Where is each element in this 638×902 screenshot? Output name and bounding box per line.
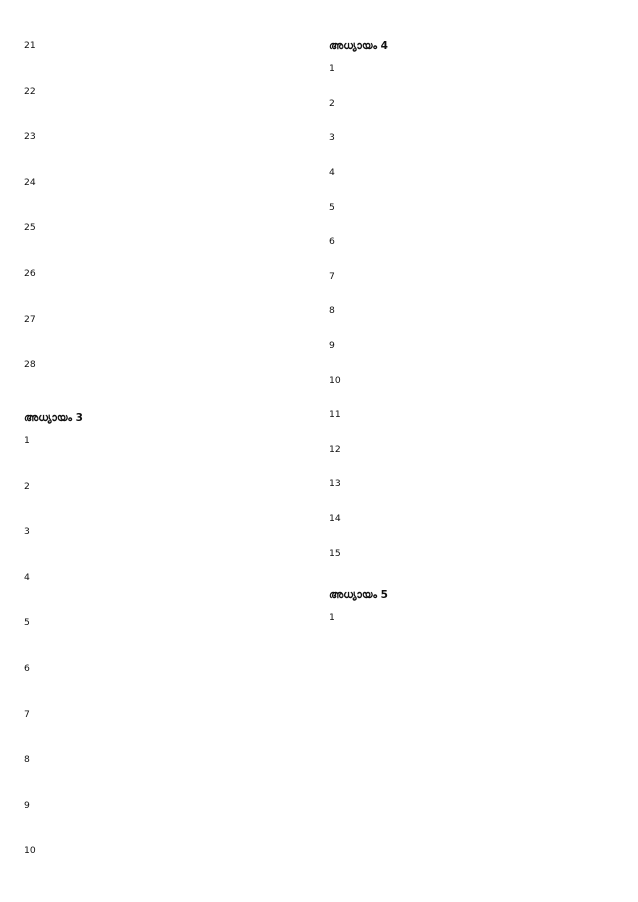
unreadable-verse-line: [24, 788, 309, 799]
verse: [24, 481, 309, 526]
verse: [24, 526, 309, 571]
verse: [329, 340, 614, 374]
unreadable-verse-line: [24, 325, 309, 336]
unreadable-verse-line: [329, 75, 614, 86]
unreadable-verse-line: [329, 363, 614, 374]
unreadable-verse-line: [329, 328, 614, 339]
unreadable-verse-line: [24, 210, 309, 221]
verse: [329, 98, 614, 132]
unreadable-verse-line: [329, 559, 614, 570]
verse: [24, 40, 309, 85]
chapter-4-heading: അധ്യായം 4: [329, 40, 388, 52]
verse-list-chapter-4: [329, 63, 614, 581]
verse-number: 15: [329, 547, 341, 559]
unreadable-verse-line: [24, 640, 309, 651]
verse: [24, 754, 309, 799]
unreadable-verse-line: [24, 868, 309, 879]
unreadable-verse-line: [24, 594, 309, 605]
verse-number: 1: [329, 612, 335, 624]
verse-number: 2: [24, 480, 30, 492]
verse-number: 23: [24, 131, 36, 143]
verse-number: 4: [329, 167, 335, 178]
unreadable-verse-line: [24, 63, 309, 74]
verse: [24, 572, 309, 617]
verse: [329, 271, 614, 305]
unreadable-verse-line: [24, 97, 309, 108]
verse: [329, 409, 614, 443]
verse-number: 10: [329, 374, 341, 386]
unreadable-verse-line: [24, 199, 309, 210]
unreadable-verse-line: [24, 280, 309, 291]
unreadable-verse-line: [24, 291, 309, 302]
verse-number: 14: [329, 512, 341, 524]
unreadable-verse-line: [24, 766, 309, 777]
verse: [24, 314, 309, 359]
verse: [329, 513, 614, 547]
unreadable-verse-line: [24, 469, 309, 480]
unreadable-verse-line: [24, 154, 309, 165]
verse-number: 1: [329, 63, 335, 75]
unreadable-verse-line: [24, 833, 309, 844]
unreadable-verse-line: [329, 224, 614, 235]
unreadable-verse-line: [329, 397, 614, 408]
unreadable-verse-line: [329, 179, 614, 190]
unreadable-verse-line: [329, 386, 614, 397]
verse-number: 3: [24, 526, 30, 538]
verse: [329, 202, 614, 236]
verse-number: 9: [24, 799, 30, 811]
unreadable-verse-line: [329, 536, 614, 547]
unreadable-verse-line: [24, 108, 309, 119]
verse-number: 12: [329, 443, 341, 455]
verse-number: 8: [329, 305, 335, 317]
verse: [24, 131, 309, 176]
verse: [24, 268, 309, 313]
unreadable-verse-line: [329, 109, 614, 120]
unreadable-verse-line: [24, 686, 309, 697]
unreadable-verse-line: [329, 455, 614, 466]
unreadable-verse-line: [24, 538, 309, 549]
unreadable-verse-line: [24, 879, 309, 882]
unreadable-verse-line: [24, 74, 309, 85]
verse: [24, 435, 309, 480]
verse-number: 13: [329, 478, 341, 490]
unreadable-verse-line: [329, 352, 614, 363]
unreadable-verse-line: [24, 165, 309, 176]
unreadable-verse-line: [329, 282, 614, 293]
unreadable-verse-line: [24, 651, 309, 662]
verse-number: 5: [329, 201, 335, 213]
unreadable-verse-line: [24, 447, 309, 458]
unreadable-verse-line: [24, 188, 309, 199]
unreadable-verse-line: [24, 742, 309, 753]
verse-number: 5: [24, 617, 30, 629]
unreadable-verse-line: [329, 190, 614, 201]
verse-number: 7: [24, 708, 30, 720]
verse-number: 1: [24, 434, 30, 446]
verse: [329, 63, 614, 97]
verse-number: 6: [24, 662, 30, 674]
verse: [329, 478, 614, 512]
verse-list-top: [24, 40, 309, 404]
verse: [24, 177, 309, 222]
unreadable-verse-line: [24, 583, 309, 594]
unreadable-verse-line: [24, 503, 309, 514]
unreadable-verse-line: [329, 432, 614, 443]
unreadable-verse-line: [329, 421, 614, 432]
unreadable-verse-line: [24, 52, 309, 63]
unreadable-verse-line: [329, 120, 614, 131]
verse-number: 21: [24, 40, 36, 51]
unreadable-verse-line: [329, 490, 614, 501]
unreadable-verse-line: [329, 259, 614, 270]
unreadable-verse-line: [24, 393, 309, 404]
verse-number: 7: [329, 270, 335, 282]
unreadable-verse-line: [329, 293, 614, 304]
verse-number: 27: [24, 313, 36, 325]
verse-number: 11: [329, 409, 341, 421]
unreadable-verse-line: [24, 256, 309, 267]
unreadable-verse-line: [329, 624, 614, 635]
unreadable-verse-line: [24, 605, 309, 616]
verse: [24, 663, 309, 708]
verse: [329, 236, 614, 270]
chapter-3-heading: അധ്യായം 3: [24, 411, 83, 424]
verse-number: 2: [329, 97, 335, 109]
unreadable-verse-line: [24, 245, 309, 256]
verse: [329, 548, 614, 582]
unreadable-verse-line: [329, 570, 614, 581]
verse-number: 6: [329, 236, 335, 248]
left-column: [24, 40, 309, 882]
verse: [24, 617, 309, 662]
unreadable-verse-line: [24, 336, 309, 347]
verse: [24, 222, 309, 267]
unreadable-verse-line: [24, 234, 309, 245]
unreadable-verse-line: [24, 302, 309, 313]
verse: [329, 375, 614, 409]
verse-number: 24: [24, 176, 36, 188]
verse-number: 25: [24, 222, 36, 234]
verse-list-chapter-3: [24, 435, 309, 882]
unreadable-verse-line: [24, 549, 309, 560]
verse: [24, 86, 309, 131]
verse-number: 8: [24, 754, 30, 766]
verse-number: 10: [24, 845, 36, 857]
verse-number: 26: [24, 267, 36, 279]
verse-number: 9: [329, 339, 335, 351]
unreadable-verse-line: [329, 466, 614, 477]
unreadable-verse-line: [24, 514, 309, 525]
unreadable-verse-line: [329, 501, 614, 512]
unreadable-verse-line: [329, 155, 614, 166]
unreadable-verse-line: [24, 697, 309, 708]
verse: [329, 305, 614, 339]
right-column: [329, 40, 614, 882]
verse: [24, 709, 309, 754]
unreadable-verse-line: [24, 119, 309, 130]
unreadable-verse-line: [24, 675, 309, 686]
unreadable-verse-line: [24, 731, 309, 742]
unreadable-verse-line: [24, 822, 309, 833]
unreadable-verse-line: [329, 213, 614, 224]
verse: [329, 167, 614, 201]
unreadable-verse-line: [329, 635, 614, 646]
unreadable-verse-line: [24, 560, 309, 571]
unreadable-verse-line: [24, 143, 309, 154]
unreadable-verse-line: [329, 317, 614, 328]
unreadable-verse-line: [329, 248, 614, 259]
verse: [329, 612, 614, 646]
unreadable-verse-line: [329, 86, 614, 97]
unreadable-verse-line: [24, 777, 309, 788]
unreadable-verse-line: [24, 492, 309, 503]
unreadable-verse-line: [24, 371, 309, 382]
verse-number: 22: [24, 85, 36, 97]
verse-number: 28: [24, 359, 36, 371]
unreadable-verse-line: [24, 811, 309, 822]
verse-number: 3: [329, 132, 335, 144]
unreadable-verse-line: [24, 720, 309, 731]
verse: [24, 800, 309, 845]
unreadable-verse-line: [329, 144, 614, 155]
verse: [329, 444, 614, 478]
unreadable-verse-line: [24, 347, 309, 358]
verse-list-chapter-5: [329, 612, 614, 646]
unreadable-verse-line: [24, 458, 309, 469]
unreadable-verse-line: [24, 382, 309, 393]
unreadable-verse-line: [329, 525, 614, 536]
verse: [24, 359, 309, 404]
verse: [24, 845, 309, 882]
unreadable-verse-line: [24, 857, 309, 868]
verse: [329, 132, 614, 166]
verse-number: 4: [24, 571, 30, 583]
unreadable-verse-line: [24, 629, 309, 640]
chapter-5-heading: അധ്യായം 5: [329, 589, 388, 602]
